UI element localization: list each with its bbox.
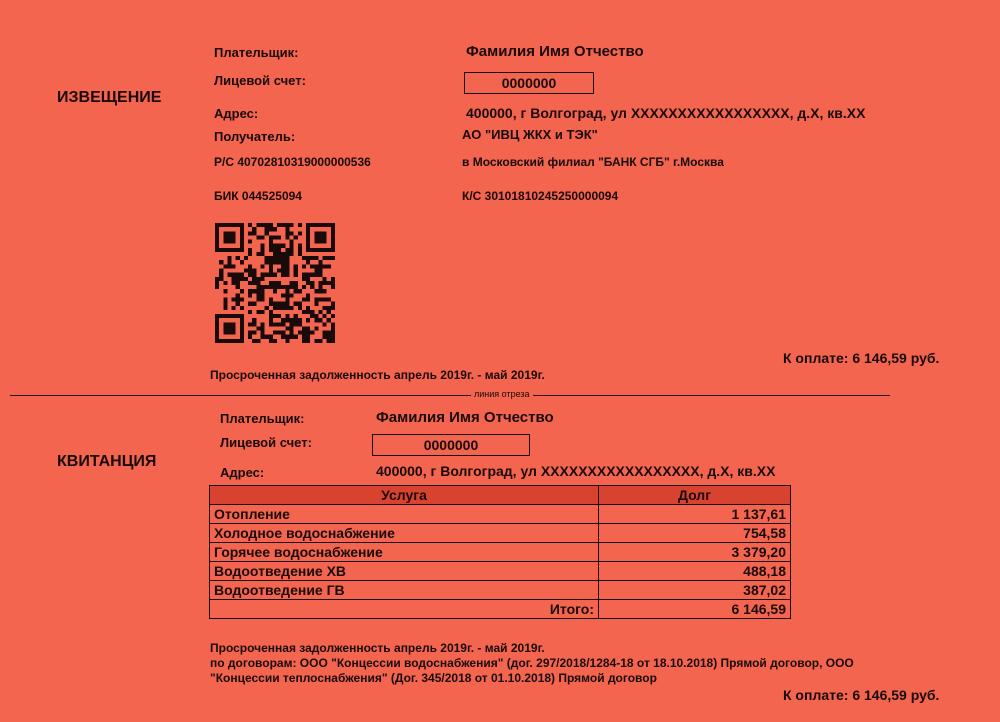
table-row <box>210 543 791 562</box>
notice-to-pay: К оплате: 6 146,59 руб. <box>783 350 940 366</box>
table-header-service: Услуга <box>210 486 599 505</box>
receipt-payer-label: Плательщик: <box>220 411 305 426</box>
service-name: Холодное водоснабжение <box>210 524 599 543</box>
service-debt: 754,58 <box>599 524 791 543</box>
notice-account-label: Лицевой счет: <box>214 73 306 88</box>
total-label: Итого: <box>210 600 599 619</box>
service-debt: 1 137,61 <box>599 505 791 524</box>
notice-address: 400000, г Волгоград, ул ХХХХХХХХХХХХХХХХХ, д.Х, кв.ХХ <box>466 105 866 121</box>
service-name: Отопление <box>210 505 599 524</box>
table-row <box>210 562 791 581</box>
cut-line-label: линия отреза <box>471 389 533 399</box>
qr-code <box>215 223 335 343</box>
service-debt: 488,18 <box>599 562 791 581</box>
notice-address-label: Адрес: <box>214 106 259 121</box>
notice-title: ИЗВЕЩЕНИЕ <box>57 89 162 106</box>
receipt-account-box: 0000000 <box>372 434 530 456</box>
receipt-account-label: Лицевой счет: <box>220 435 312 450</box>
receipt-payer-name: Фамилия Имя Отчество <box>376 409 554 426</box>
receipt-address-label: Адрес: <box>220 465 265 480</box>
table-header-row <box>210 486 791 505</box>
service-name: Водоотведение ХВ <box>210 562 599 581</box>
service-name: Водоотведение ГВ <box>210 581 599 600</box>
cut-line <box>10 395 890 396</box>
table-row <box>210 505 791 524</box>
notice-payer-name: Фамилия Имя Отчество <box>466 43 644 60</box>
service-name: Горячее водоснабжение <box>210 543 599 562</box>
notice-bank: в Московский филиал "БАНК СГБ" г.Москва <box>462 155 724 169</box>
notice-overdue: Просроченная задолженность апрель 2019г. - май 2019г. <box>210 368 545 382</box>
total-value: 6 146,59 <box>599 600 791 619</box>
notice-ks: К/С 30101810245250000094 <box>462 189 619 203</box>
receipt-contract-line1: по договорам: ООО "Концессии водоснабжения" (дог. 297/2018/1284-18 от 18.10.2018) Прямой договор, ООО <box>210 656 854 670</box>
table-total-row <box>210 600 791 619</box>
notice-payer-label: Плательщик: <box>214 45 299 60</box>
receipt-contract-line2: "Концессии теплоснабжения" (Дог. 345/2018 от 01.10.2018) Прямой договор <box>210 671 657 685</box>
table-row <box>210 524 791 543</box>
notice-recipient-label: Получатель: <box>214 129 296 144</box>
services-table <box>209 485 791 619</box>
service-debt: 387,02 <box>599 581 791 600</box>
notice-account-box: 0000000 <box>464 72 594 94</box>
receipt-overdue: Просроченная задолженность апрель 2019г. - май 2019г. <box>210 641 545 655</box>
receipt-title: КВИТАНЦИЯ <box>57 453 157 470</box>
notice-rs: Р/С 40702810319000000536 <box>214 155 371 169</box>
table-header-debt: Долг <box>599 486 791 505</box>
notice-recipient: АО "ИВЦ ЖКХ и ТЭК" <box>462 127 598 142</box>
notice-bik: БИК 044525094 <box>214 189 302 203</box>
receipt-to-pay: К оплате: 6 146,59 руб. <box>783 687 940 703</box>
table-row <box>210 581 791 600</box>
service-debt: 3 379,20 <box>599 543 791 562</box>
receipt-address: 400000, г Волгоград, ул ХХХХХХХХХХХХХХХХХ, д.Х, кв.ХХ <box>376 463 776 479</box>
